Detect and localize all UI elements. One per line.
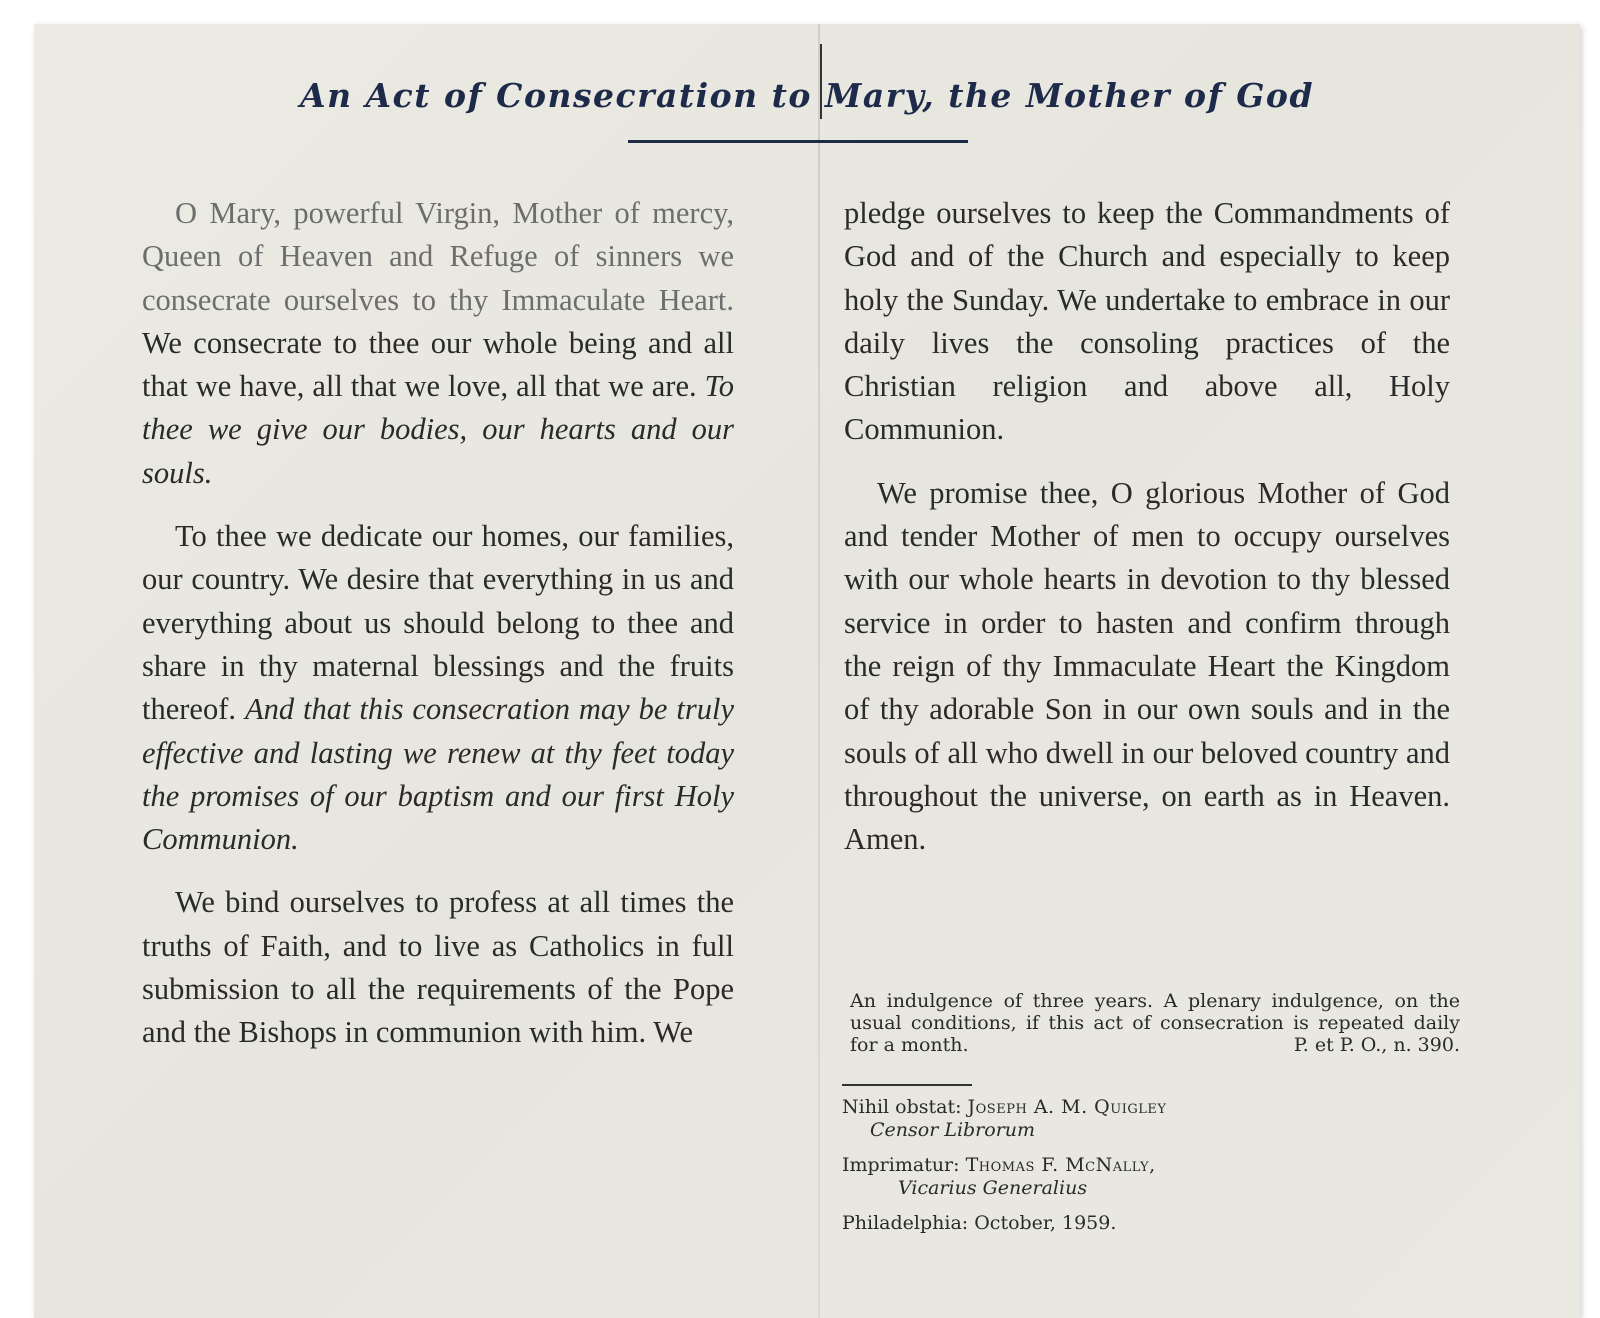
imprimatur-block [842,1096,1462,1235]
nihil-obstat-name: Joseph A. M. Quigley [967,1096,1167,1118]
paragraph-1-italic: To thee we give our bodies, our hearts and our souls. [142,369,734,490]
paragraph-2-body: To thee we dedicate our homes, our families, our country. We desire that everything in us and everything about us should belong to thee and share in thy maternal blessings and the fruits thereof. [142,519,734,727]
nihil-obstat-role: Censor Librorum [870,1119,1036,1141]
right-column [844,192,1450,861]
imprimatur-name: Thomas F. McNally, [965,1154,1156,1176]
left-column [142,192,734,1055]
paragraph-2-italic: And that this consecration may be truly effective and lasting we renew at thy feet today the promises of our baptism and our first Holy Communion. [142,692,734,857]
paragraph-5: We promise thee, O glorious Mother of God and tender Mother of men to occupy ourselves with our whole hearts in devotion to thy blessed service in order to hasten and confirm through the reign of thy Immaculate Heart the Kingdom of thy adorable Son in our own souls and in the souls of all who dwell in our beloved country and throughout the universe, on earth as in Heaven. Amen. [844,475,1450,857]
paragraph-1-opening: O Mary, powerful Virgin, Mother of mercy, Queen of Heaven and Refuge of sinners we consecrate ourselves to thy Immaculate Heart. [142,196,734,317]
nihil-obstat-label: Nihil obstat: [842,1096,962,1118]
prayer-card [34,24,1580,1318]
nihil-obstat [842,1096,1462,1142]
paragraph-3: We bind ourselves to profess at all times the truths of Faith, and to live as Catholics in full submission to all the requirements of the Pope and the Bishops in communion with him. We [142,885,734,1050]
indulgence-reference: P. et P. O., n. 390. [1293,1034,1460,1056]
title-underline [628,140,968,143]
place-date: Philadelphia: October, 1959. [842,1212,1117,1234]
page-title: An Act of Consecration to Mary, the Mother of God [299,76,1315,115]
paragraph-4: pledge ourselves to keep the Commandments of God and of the Church and especially to keep holy the Sunday. We undertake to embrace in our daily lives the consoling practices of the Christian religion and above all, Holy Communion. [844,196,1450,447]
paragraph-2 [142,515,734,861]
indulgence-text: An indulgence of three years. A plenary indulgence, on the usual conditions, if this act of consecration is repeated daily for a month. [850,990,1460,1056]
paragraph-1 [142,192,734,495]
indulgence-note [850,990,1460,1056]
credits-separator [842,1084,972,1086]
paragraph-1-body: We consecrate to thee our whole being and all that we have, all that we love, all that we are. [142,325,734,404]
imprimatur-role: Vicarius Generalius [898,1177,1088,1199]
imprimatur-label: Imprimatur: [842,1154,960,1176]
center-fold [818,24,820,1318]
imprimatur [842,1154,1462,1200]
